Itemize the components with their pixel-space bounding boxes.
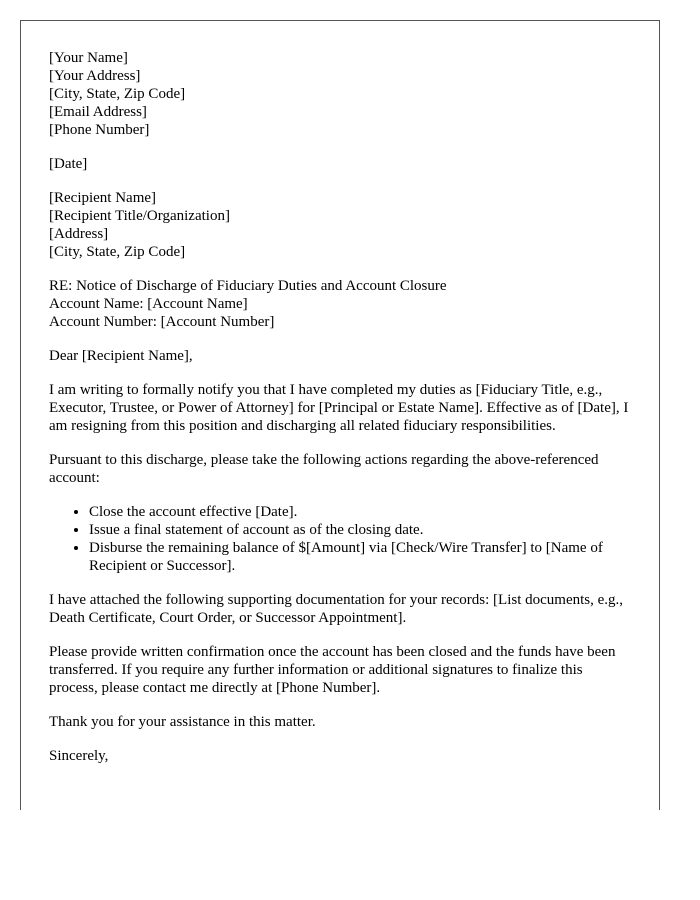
date-block <box>49 155 633 173</box>
body-paragraph-2 <box>49 451 633 487</box>
recipient-title-org: [Recipient Title/Organization] <box>49 208 230 224</box>
recipient-block <box>49 189 633 261</box>
sender-block <box>49 49 633 139</box>
paragraph-text: Pursuant to this discharge, please take the following actions regarding the above-referenced account: <box>49 452 599 486</box>
recipient-city-state-zip: [City, State, Zip Code] <box>49 244 186 260</box>
salutation-block <box>49 347 633 365</box>
closing: Sincerely, <box>49 748 109 764</box>
list-item: • Close the account effective [Date]. <box>89 503 633 521</box>
letter-page <box>20 20 660 810</box>
account-number-line: Account Number: [Account Number] <box>49 314 275 330</box>
paragraph-text: I have attached the following supporting documentation for your records: [List documents, e.g., Death Certificate, Court Order, or Successor Appointment]. <box>49 592 624 626</box>
sender-city-state-zip: [City, State, Zip Code] <box>49 86 186 102</box>
action-list <box>49 503 633 575</box>
sender-name: [Your Name] <box>49 50 128 66</box>
sender-email: [Email Address] <box>49 104 147 120</box>
body-paragraph-3 <box>49 591 633 627</box>
list-item: • Issue a final statement of account as of the closing date. <box>89 521 633 539</box>
sender-address: [Your Address] <box>49 68 141 84</box>
salutation: Dear [Recipient Name], <box>49 348 193 364</box>
paragraph-text: I am writing to formally notify you that I have completed my duties as [Fiduciary Title, e.g., Executor, Trustee, or Power of Attorney] for [Principal or Estate Name]. Effective as of [Date], I am resigning from this position and discharging all related fiduciary responsibilities. <box>49 382 629 434</box>
closing-block <box>49 747 633 765</box>
recipient-address: [Address] <box>49 226 109 242</box>
body-paragraph-4 <box>49 643 633 697</box>
letter-content <box>49 49 633 765</box>
recipient-name: [Recipient Name] <box>49 190 157 206</box>
body-paragraph-5 <box>49 713 633 731</box>
letter-date: [Date] <box>49 156 88 172</box>
reference-block <box>49 277 633 331</box>
paragraph-text: Thank you for your assistance in this matter. <box>49 714 316 730</box>
paragraph-text: Please provide written confirmation once the account has been closed and the funds have been transferred. If you require any further information or additional signatures to finalize this process, please contact me directly at [Phone Number]. <box>49 644 616 696</box>
sender-phone: [Phone Number] <box>49 122 150 138</box>
account-name-line: Account Name: [Account Name] <box>49 296 248 312</box>
list-item: • Disburse the remaining balance of $[Amount] via [Check/Wire Transfer] to [Name of Recipient or Successor]. <box>89 539 633 575</box>
subject-line: RE: Notice of Discharge of Fiduciary Duties and Account Closure <box>49 278 447 294</box>
body-paragraph-1 <box>49 381 633 435</box>
